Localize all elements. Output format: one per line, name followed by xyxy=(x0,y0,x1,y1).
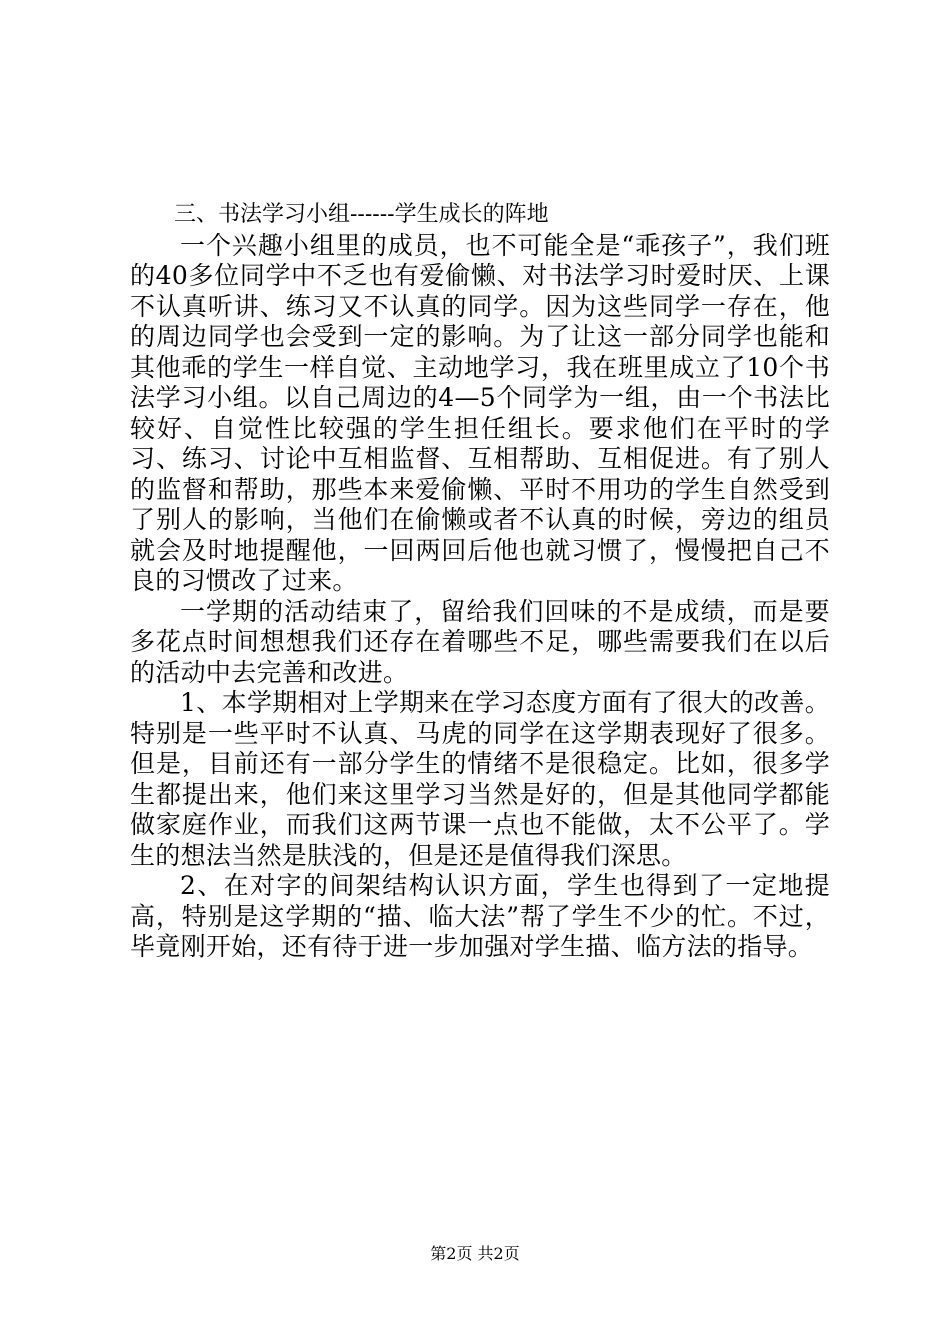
paragraph-study-groups: 一个兴趣小组里的成员，也不可能全是“乖孩子”，我们班的40多位同学中不乏也有爱偷懒、对书法学习时爱时厌、上课不认真听讲、练习又不认真的同学。因为这些同学一存在，他的周边同学也会受到一定的影响。为了让这一部分同学也能和其他乖的学生一样自觉、主动地学习，我在班里成立了10个书法学习小组。以自己周边的4—5个同学为一组，由一个书法比较好、自觉性比较强的学生担任组长。要求他们在平时的学习、练习、讨论中互相监督、互相帮助、互相促进。有了别人的监督和帮助，那些本来爱偷懒、平时不用功的学生自然受到了别人的影响，当他们在偷懒或者不认真的时候，旁边的组员就会及时地提醒他，一回两回后他也就习惯了，慢慢把自己不良的习惯改了过来。 xyxy=(130,230,830,595)
paragraph-point-2: 2、在对字的间架结构认识方面，学生也得到了一定地提高，特别是这学期的“描、临大法”帮了学生不少的忙。不过，毕竟刚开始，还有待于进一步加强对学生描、临方法的指导。 xyxy=(130,871,830,961)
section-heading: 三、书法学习小组------学生成长的阵地 xyxy=(174,202,549,227)
paragraph-point-1: 1、本学期相对上学期来在学习态度方面有了很大的改善。特别是一些平时不认真、马虎的同学在这学期表现好了很多。但是，目前还有一部分学生的情绪不是很稳定。比如，很多学生都提出来，他们来这里学习当然是好的，但是其他同学都能做家庭作业，而我们这两节课一点也不能做，太不公平了。学生的想法当然是肤浅的，但是还是值得我们深思。 xyxy=(130,688,830,870)
page-footer: 第2页 共2页 xyxy=(430,1244,520,1263)
document-body xyxy=(130,200,830,963)
paragraph-reflection: 一学期的活动结束了，留给我们回味的不是成绩，而是要多花点时间想想我们还存在着哪些不足，哪些需要我们在以后的活动中去完善和改进。 xyxy=(130,596,830,687)
